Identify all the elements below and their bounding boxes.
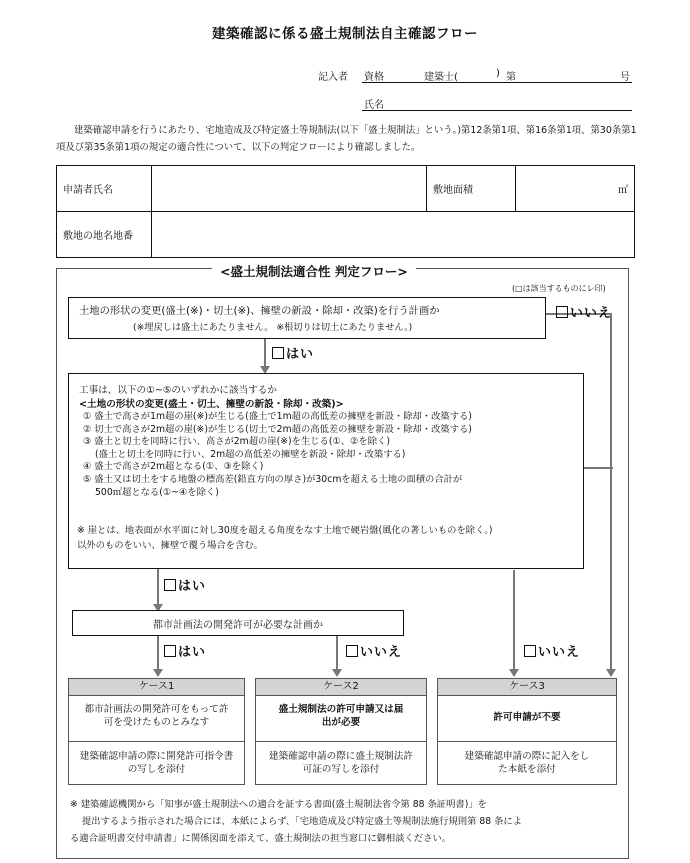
question-2-box — [68, 373, 584, 569]
page-title: 建築確認に係る盛土規制法自主確認フロー — [212, 26, 478, 42]
criteria-item: 500㎡超となる(①~④を除く) — [95, 486, 219, 498]
criteria-item: (盛土と切土を同時に行い、2m超の高低差の擁壁を新設・除却・改築する) — [95, 448, 406, 460]
question-1-text: 土地の形状の変更(盛土(※)・切土(※)、擁壁の新設・除却・改築)を行う計画か — [79, 305, 440, 317]
recorder-underline — [362, 82, 632, 83]
check-note: (□は該当するものにレ印) — [512, 284, 606, 293]
connector-q3-no — [336, 636, 338, 671]
case-1-result: 都市計画法の開発許可をもって許可を受けたものとみなす — [84, 704, 229, 728]
q2-no-label: いいえ — [538, 645, 581, 660]
site-area-label: 敷地面積 — [427, 166, 516, 212]
cliff-note-1: ※ 崖とは、地表面が水平面に対し30度を超える角度をなす土地で硬岩盤(風化の著しいものを除く。) — [77, 525, 493, 536]
q3-yes-option[interactable] — [164, 641, 206, 660]
q1-no-label: いいえ — [570, 306, 613, 321]
flow-title: <盛土規制法適合性 判定フロー> — [212, 262, 416, 280]
site-area-unit: ㎡ — [618, 185, 628, 196]
checkbox-icon[interactable] — [164, 645, 176, 657]
checkbox-icon[interactable] — [272, 347, 284, 359]
divider — [256, 741, 426, 742]
case-2-header: ケース2 — [256, 679, 426, 696]
criteria-item: ④ 盛土で高さが2m超となる(①、③を除く) — [83, 461, 264, 473]
checkbox-icon[interactable] — [524, 645, 536, 657]
criteria-item: ① 盛土で高さが1m超の崖(※)が生じる(盛土で1m超の高低差の擁壁を新設・除却・改築する) — [83, 411, 472, 422]
q3-no-label: いいえ — [360, 645, 403, 660]
criteria-item: ② 切土で高さが2m超の崖(※)が生じる(切土で2m超の高低差の擁壁を新設・除却・改築する) — [83, 423, 472, 435]
criteria-item: ⑤ 盛土又は切土をする地盤の標高差(鉛直方向の厚さ)が30cmを超える土地の面積の合計が — [83, 473, 463, 485]
connector-q3-yes — [157, 636, 159, 671]
arrow-icon — [153, 669, 163, 677]
case-2-result: 盛土規制法の許可申請又は届出が必要 — [278, 704, 404, 728]
q1-no-option[interactable] — [556, 302, 612, 321]
registration-dai-label: 第 — [506, 72, 516, 83]
checkbox-icon[interactable] — [164, 579, 176, 591]
checkbox-icon[interactable] — [556, 306, 568, 318]
connector-q2-no-down — [513, 570, 515, 671]
lot-number-label: 敷地の地名地番 — [57, 212, 152, 258]
cliff-note-2: 以外のものをいい、擁壁で覆う場合を含む。 — [77, 540, 263, 551]
lot-number-field[interactable] — [152, 212, 635, 258]
arrow-icon — [606, 669, 616, 677]
arrow-icon — [332, 669, 342, 677]
question-3-text: 都市計画法の開発許可が必要な計画か — [153, 620, 323, 631]
question-2-intro: 工事は、以下の①~⑤のいずれかに該当するか — [79, 385, 277, 396]
connector-q2-yes — [157, 568, 159, 608]
qualification-label: 資格 — [364, 72, 384, 83]
case-3-header: ケース3 — [438, 679, 616, 696]
divider — [438, 741, 616, 742]
recorder-label: 記入者 — [318, 72, 348, 83]
architect-label: 建築士( — [424, 72, 458, 83]
footer-note-3: る適合証明書交付申請書」に関係図面を添えて、盛土規制法の担当窓口に御相談ください。 — [70, 833, 451, 844]
site-area-field[interactable] — [516, 166, 635, 212]
arrow-icon — [509, 669, 519, 677]
case-3-action: 建築確認申請の際に記入をした本紙を添付 — [464, 751, 590, 775]
q1-yes-label: はい — [286, 347, 315, 362]
connector-q2-no — [583, 467, 613, 469]
intro-paragraph: 建築確認申請を行うにあたり、宅地造成及び特定盛土等規制法(以下「盛土規制法」という。)第12条第1項、第16条第1項、第30条第1項及び第35条第1項の規定の適合性について、以下の判定フローにより確認しました。 — [56, 125, 637, 153]
footer-note-2: 提出するよう指示された場合には、本紙によらず、「宅地造成及び特定盛土等規制法施行規則第 88 条によ — [82, 816, 523, 827]
criteria-item: ③ 盛土と切土を同時に行い、高さが2m超の崖(※)を生じる(①、②を除く) — [83, 436, 390, 448]
case-2-action: 建築確認申請の際に盛土規制法許可証の写しを添付 — [269, 751, 413, 775]
case-2-box — [255, 678, 427, 785]
connector-q1-no-down — [610, 313, 612, 671]
registration-go-label: 号 — [620, 72, 630, 83]
applicant-name-field[interactable] — [152, 166, 427, 212]
question-3-box — [72, 610, 404, 636]
q2-yes-label: はい — [178, 579, 207, 594]
case-1-header: ケース1 — [69, 679, 244, 696]
case-1-action: 建築確認申請の際に開発許可指令書の写しを添付 — [79, 751, 234, 775]
name-label: 氏名 — [364, 100, 384, 111]
name-underline — [362, 110, 632, 111]
q3-yes-label: はい — [178, 645, 207, 660]
q1-yes-option[interactable] — [272, 343, 314, 362]
divider — [69, 741, 244, 742]
case-1-box — [68, 678, 245, 785]
case-3-box — [437, 678, 617, 785]
q2-yes-option[interactable] — [164, 575, 206, 594]
footer-note-1: ※ 建築確認機関から「知事が盛土規制法への適合を証する書面(盛土規制法省令第 88 条証明書)」を — [70, 799, 487, 810]
q2-no-option[interactable] — [524, 641, 580, 660]
q3-no-option[interactable] — [346, 641, 402, 660]
applicant-name-label: 申請者氏名 — [57, 166, 152, 212]
question-2-heading: <土地の形状の変更(盛土・切土、擁壁の新設・除却・改築)> — [79, 399, 344, 410]
architect-paren-close: ) — [496, 68, 500, 79]
question-1-box — [68, 297, 546, 339]
case-3-result: 許可申請が不要 — [493, 712, 561, 723]
applicant-info-table — [56, 165, 635, 258]
question-1-note: (※埋戻しは盛土にあたりません。 ※根切りは切土にあたりません。) — [133, 322, 413, 333]
checkbox-icon[interactable] — [346, 645, 358, 657]
